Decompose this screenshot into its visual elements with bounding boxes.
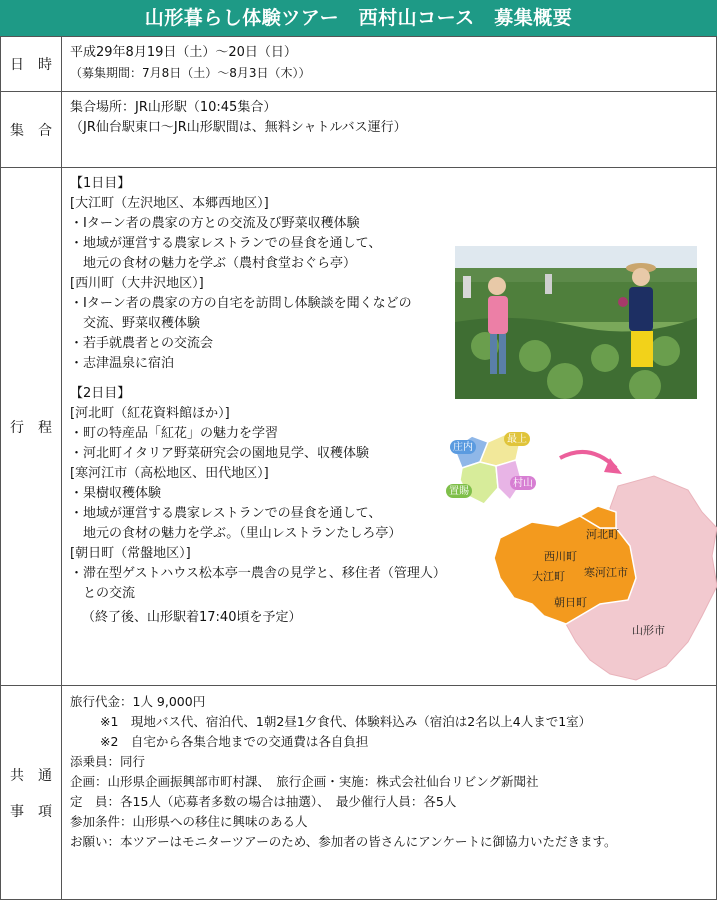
map-town-label: 寒河江市 <box>584 566 628 579</box>
common-item: 旅行代金：1人 9,000円 <box>70 694 206 709</box>
itinerary-item: ・地域が運営する農家レストランでの昼食を通して、 <box>70 236 382 251</box>
itinerary-item: [西川町（大井沢地区）] <box>70 276 204 291</box>
itinerary-item: [朝日町（常盤地区）] <box>70 546 191 561</box>
common-item: 企画：山形県企画振興部市町村課、 旅行企画・実施：株式会社仙台リビング新聞社 <box>70 774 539 789</box>
itinerary-item: ・Iターン者の農家の方との交流及び野菜収穫体験 <box>70 216 360 231</box>
itinerary-item: [寒河江市（高松地区、田代地区）] <box>70 466 269 481</box>
page-title: 山形暮らし体験ツアー 西村山コース 募集概要 <box>0 0 717 36</box>
itinerary-item: 地元の食材の魅力を学ぶ。（里山レストランたしろ亭） <box>70 526 402 541</box>
common-item: 定 員：各15人（応募者多数の場合は抽選）、 最少催行人員：各5人 <box>70 794 457 809</box>
map-region-label: 庄内 <box>453 442 473 453</box>
arrival-note: （終了後、山形駅着17:40頃を予定） <box>82 610 302 625</box>
map-region-label: 村山 <box>513 478 533 489</box>
itinerary-item: 交流、野菜収穫体験 <box>70 316 201 331</box>
common-item: ※1 現地バス代、宿泊代、1朝2昼1夕食代、体験料込み（宿泊は2名以上4人まで1室） <box>100 714 592 729</box>
map-town-label: 河北町 <box>586 528 619 541</box>
row-label-meeting: 集 合 <box>1 92 62 168</box>
table-row-meeting <box>1 92 717 168</box>
itinerary-item: ・若手就農者との交流会 <box>70 336 214 351</box>
map-region-label: 最上 <box>507 434 527 445</box>
itinerary-item: [河北町（紅花資料館ほか）] <box>70 406 230 421</box>
row-label-common <box>1 686 62 900</box>
itinerary-item: ・地域が運営する農家レストランでの昼食を通して、 <box>70 506 382 521</box>
common-label-1: 共 通 <box>10 767 52 784</box>
map-town-label: 朝日町 <box>554 596 587 609</box>
common-item: お願い：本ツアーはモニターツアーのため、参加者の皆さんにアンケートに御協力いただきます。 <box>70 834 617 849</box>
day2-heading: 【2日目】 <box>70 386 131 401</box>
map-town-label: 西川町 <box>544 550 577 563</box>
row-content-date <box>62 37 717 92</box>
itinerary-item: 地元の食材の魅力を学ぶ（農村食堂おぐら亭） <box>70 256 357 271</box>
common-item: 参加条件：山形県への移住に興味のある人 <box>70 814 308 829</box>
date-text: 平成29年8月19日（土）～20日（日） <box>70 45 297 60</box>
farm-photo <box>455 246 697 399</box>
row-label-itinerary: 行 程 <box>1 168 62 686</box>
map-town-label: 山形市 <box>632 624 665 637</box>
meeting-place: 集合場所：JR山形駅（10:45集合） <box>70 100 277 115</box>
itinerary-item: [大江町（左沢地区、本郷西地区）] <box>70 196 269 211</box>
common-item: ※2 自宅から各集合地までの交通費は各自負担 <box>100 734 369 749</box>
row-label-date: 日 時 <box>1 37 62 92</box>
itinerary-item: ・町の特産品「紅花」の魅力を学習 <box>70 426 279 441</box>
itinerary-item: との交流 <box>70 586 136 601</box>
common-label-2: 事 項 <box>10 803 52 820</box>
application-period: （募集期間：7月8日（土）～8月3日（木）） <box>70 66 311 80</box>
day1-heading: 【1日目】 <box>70 176 131 191</box>
itinerary-item: ・Iターン者の農家の方の自宅を訪問し体験談を聞くなどの <box>70 296 412 311</box>
shuttle-note: （JR仙台駅東口～JR山形駅間は、無料シャトルバス運行） <box>70 120 407 135</box>
itinerary-item: ・果樹収穫体験 <box>70 486 162 501</box>
map-region-label: 置賜 <box>449 486 469 497</box>
row-content-meeting <box>62 92 717 168</box>
map-town-label: 大江町 <box>532 570 565 583</box>
table-row-common <box>1 686 717 900</box>
row-content-common <box>62 686 717 900</box>
itinerary-item: ・河北町イタリア野菜研究会の園地見学、収穫体験 <box>70 446 370 461</box>
table-row-date <box>1 37 717 92</box>
itinerary-item: ・滞在型ゲストハウス松本亭一農舎の見学と、移住者（管理人） <box>70 566 446 581</box>
common-item: 添乗員：同行 <box>70 754 146 769</box>
yamagata-map <box>440 428 717 686</box>
itinerary-item: ・志津温泉に宿泊 <box>70 356 175 371</box>
